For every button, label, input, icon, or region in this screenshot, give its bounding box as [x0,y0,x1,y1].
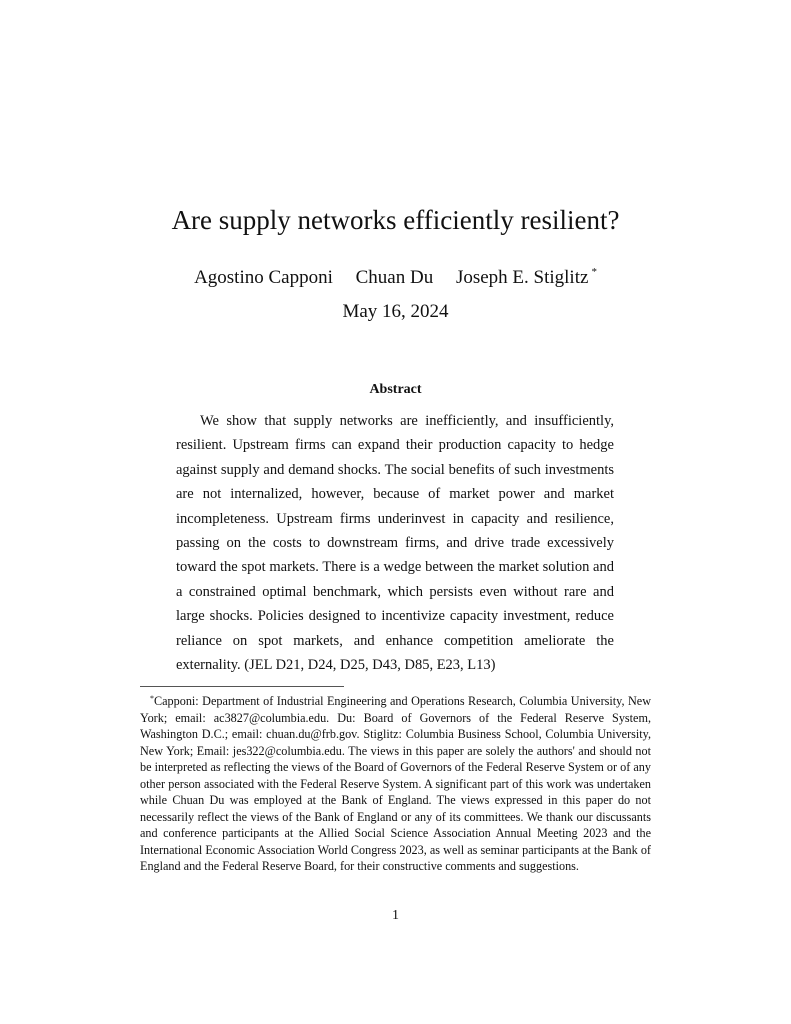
author-footnote [140,691,651,875]
abstract-heading: Abstract [369,382,422,397]
footnote-mark: * [150,694,154,703]
footnote-marker[interactable]: * [591,266,597,278]
footnote-text: Capponi: Department of Industrial Engineering and Operations Research, Columbia University, New York; email: ac3827@columbia.edu. Du: Board of Governors of the Federal Reserve System, Washington D.C.; email: chuan.du@frb.gov. Stiglitz: Columbia Business School, Columbia University, New York; Email: jes322@columbia.edu. The views in this paper are solely the authors' and should not be interpreted as reflecting the views of the Board of Governors of the Federal Reserve System or of any other person associated with the Federal Reserve System. A significant part of this work was undertaken while Chuan Du was employed at the Bank of England. The views expressed in this paper do not necessarily reflect the views of the Bank of England or any of its committees. We thank our discussants and conference participants at the Allied Social Science Association Annual Meeting 2023 and the International Economic Association World Congress 2023, as well as seminar participants at the Bank of England and the Federal Reserve Board, for their constructive comments and suggestions. [140,694,651,873]
author-name: Joseph E. Stiglitz * [455,266,597,288]
page-number: 1 [392,908,399,923]
publication-date: May 16, 2024 [342,301,449,322]
paper-title: Are supply networks efficiently resilient? [171,205,620,235]
author-list [0,258,791,292]
footnote-divider [140,686,344,687]
author-name: Agostino Capponi [194,267,333,288]
abstract-text: We show that supply networks are inefficiently, and insufficiently, resilient. Upstream firms can expand their production capacity to hedge against supply and demand shocks. The social benefits of such investments are not internalized, however, because of market power and market incompleteness. Upstream firms underinvest in capacity and resilience, passing on the costs to downstream firms, and drive trade excessively toward the spot markets. There is a wedge between the market solution and a constrained optimal benchmark, which persists even without rare and large shocks. Policies designed to incentivize capacity investment, reduce reliance on spot markets, and enhance competition ameliorate the externality. (JEL D21, D24, D25, D43, D85, E23, L13) [176,413,614,674]
author-name: Chuan Du [355,267,434,288]
